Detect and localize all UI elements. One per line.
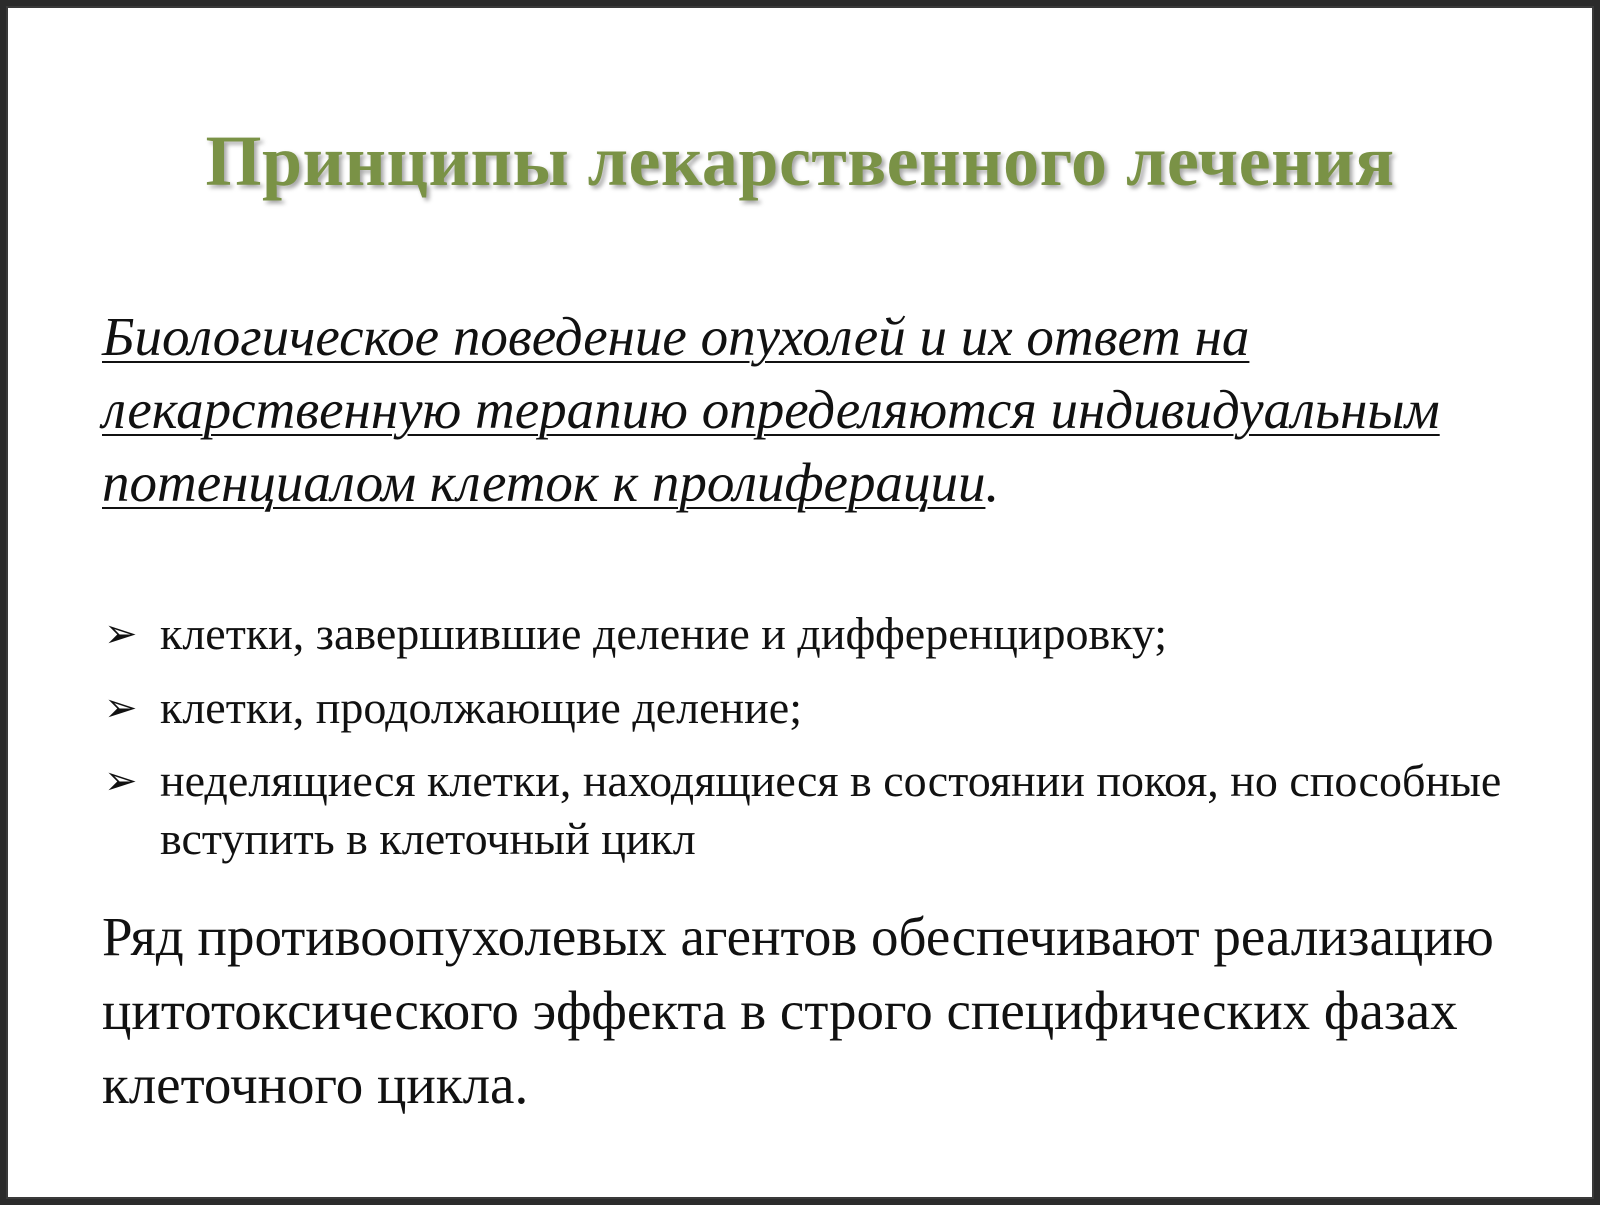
bullet-text: клетки, завершившие деление и дифференцировку;: [160, 608, 1168, 659]
arrow-bullet-icon: ➢: [104, 685, 138, 731]
arrow-bullet-icon: ➢: [104, 611, 138, 657]
slide: [6, 6, 1594, 1199]
lead-period: .: [985, 452, 1000, 513]
slide-title: Принципы лекарственного лечения: [205, 121, 1395, 201]
bullet-item: [102, 604, 1522, 664]
bullet-item: [102, 678, 1522, 738]
bullet-item: [102, 752, 1522, 868]
bullet-list: [102, 604, 1522, 882]
bullet-text: неделящиеся клетки, находящиеся в состоянии покоя, но способные вступить в клеточный цикл: [160, 755, 1502, 864]
arrow-bullet-icon: ➢: [104, 758, 138, 804]
closing-paragraph: Ряд противоопухолевых агентов обеспечивают реализацию цитотоксического эффекта в строго специфических фазах клеточного цикла.: [102, 906, 1494, 1115]
lead-underlined-text: Биологическое поведение опухолей и их ответ на лекарственную терапию определяются индивидуальным потенциалом клеток к пролиферации: [102, 306, 1440, 513]
bullet-text: клетки, продолжающие деление;: [160, 682, 802, 733]
lead-paragraph: [102, 300, 1502, 519]
